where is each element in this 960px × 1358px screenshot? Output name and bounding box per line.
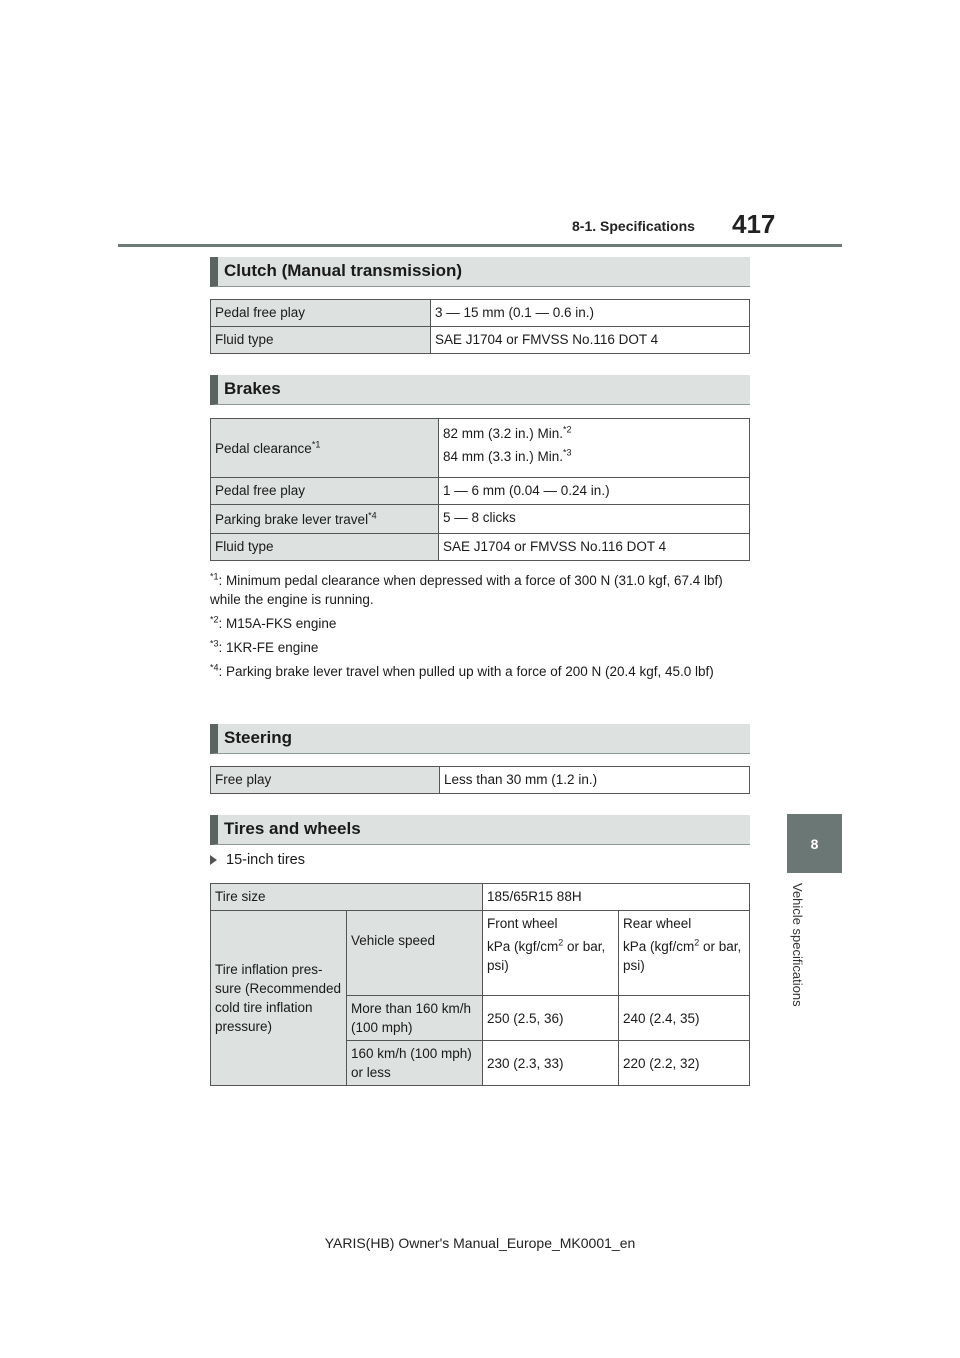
table-cell-label: Pedal free play bbox=[211, 300, 431, 327]
table-cell-label: Tire inflation pres-sure (Recommended cold tire inflation pressure) bbox=[211, 911, 347, 1086]
rear-wheel-label: Rear wheel bbox=[623, 916, 692, 931]
table-cell-value: 185/65R15 88H bbox=[483, 884, 750, 911]
table-cell-value: 3 — 15 mm (0.1 — 0.6 in.) bbox=[431, 300, 750, 327]
parking-brake-label: Parking brake lever travel bbox=[215, 511, 369, 527]
bullet-text: 15-inch tires bbox=[226, 852, 305, 868]
table-row bbox=[211, 884, 750, 911]
footnote-text: Parking brake lever travel when pulled up with a force of 200 N (20.4 kgf, 45.0 lbf) bbox=[226, 664, 714, 679]
brakes-table bbox=[210, 418, 750, 561]
table-cell-header bbox=[483, 911, 619, 996]
chapter-title: Vehicle specifications bbox=[790, 883, 805, 1007]
footnote-text: 1KR-FE engine bbox=[226, 640, 319, 655]
tire-table bbox=[210, 883, 750, 1086]
section-label: 8-1. Specifications bbox=[572, 218, 695, 234]
pedal-clearance-value-1: 82 mm (3.2 in.) Min. bbox=[443, 426, 564, 441]
clutch-table bbox=[210, 299, 750, 354]
rear-wheel-unit: kPa ($kgf/cm^2$ or bar, psi) bbox=[623, 937, 742, 973]
front-wheel-unit: kPa ($kgf/cm^2$ or bar, psi) bbox=[487, 937, 606, 973]
footnote: $^{*4}$: Parking brake lever travel when pulled up with a force of 200 N (20.4 kgf, 45.0 lbf) bbox=[210, 662, 714, 679]
pedal-clearance-value-2: 84 mm (3.3 in.) Min. bbox=[443, 449, 564, 464]
table-row bbox=[211, 505, 750, 534]
table-cell-label bbox=[211, 419, 439, 478]
table-cell-value: 240 (2.4, 35) bbox=[619, 996, 750, 1041]
table-cell-label: Tire size bbox=[211, 884, 483, 911]
table-row bbox=[211, 534, 750, 561]
table-row bbox=[211, 478, 750, 505]
footnote-text: M15A-FKS engine bbox=[226, 616, 337, 631]
front-wheel-label: Front wheel bbox=[487, 916, 558, 931]
footnote-text: Minimum pedal clearance when depressed with a force of 300 N (31.0 kgf, 67.4 lbf) while the engine is running. bbox=[210, 573, 723, 607]
table-cell-value: SAE J1704 or FMVSS No.116 DOT 4 bbox=[439, 534, 750, 561]
footer-text: YARIS(HB) Owner's Manual_Europe_MK0001_en bbox=[324, 1235, 636, 1251]
table-cell-header bbox=[619, 911, 750, 996]
table-cell-label: Vehicle speed bbox=[347, 911, 483, 996]
footnote: $^{*3}$: 1KR-FE engine bbox=[210, 638, 319, 655]
table-row bbox=[211, 300, 750, 327]
table-row bbox=[211, 419, 750, 478]
footnote: $^{*2}$: M15A-FKS engine bbox=[210, 614, 337, 631]
table-row bbox=[211, 767, 750, 794]
table-cell-label: Fluid type bbox=[211, 327, 431, 354]
steering-heading: Steering bbox=[210, 724, 750, 754]
footnote-mark: *1 bbox=[210, 571, 219, 582]
footnote: $^{*1}$: Minimum pedal clearance when depressed with a force of 300 N (31.0 kgf, 67.4 lbf) while the engine is running. bbox=[210, 571, 723, 607]
chapter-tab[interactable]: 8 bbox=[787, 814, 842, 873]
footnote-mark: *2 bbox=[210, 614, 219, 625]
tire-size-bullet bbox=[210, 852, 305, 868]
footnote-mark: *3 bbox=[210, 638, 219, 649]
footnote-ref: *1 bbox=[311, 439, 321, 449]
table-cell-value: 230 (2.3, 33) bbox=[483, 1041, 619, 1086]
table-cell-value bbox=[439, 419, 750, 478]
table-row bbox=[211, 327, 750, 354]
footnote-ref: *4 bbox=[368, 510, 377, 520]
table-cell-label: Pedal free play bbox=[211, 478, 439, 505]
table-cell-label: Free play bbox=[211, 767, 440, 794]
table-cell-value: 5 — 8 clicks bbox=[439, 505, 750, 534]
header-divider bbox=[118, 244, 842, 247]
footnote-ref: *2 bbox=[563, 424, 572, 435]
clutch-heading: Clutch (Manual transmission) bbox=[210, 257, 750, 287]
triangle-bullet-icon bbox=[210, 855, 217, 865]
pedal-clearance-label: Pedal clearance bbox=[215, 440, 312, 456]
steering-table bbox=[210, 766, 750, 794]
table-row bbox=[211, 911, 750, 996]
table-cell-label bbox=[211, 505, 439, 534]
table-cell-label: 160 km/h (100 mph) or less bbox=[347, 1041, 483, 1086]
footnote-ref: *3 bbox=[563, 447, 572, 458]
page-number: 417 bbox=[732, 209, 776, 239]
table-cell-value: Less than 30 mm (1.2 in.) bbox=[440, 767, 750, 794]
tires-heading: Tires and wheels bbox=[210, 815, 750, 845]
table-cell-value: 250 (2.5, 36) bbox=[483, 996, 619, 1041]
table-cell-value: SAE J1704 or FMVSS No.116 DOT 4 bbox=[431, 327, 750, 354]
footnote-mark: *4 bbox=[210, 662, 219, 673]
table-cell-label: Fluid type bbox=[211, 534, 439, 561]
brakes-heading: Brakes bbox=[210, 375, 750, 405]
table-cell-value: 220 (2.2, 32) bbox=[619, 1041, 750, 1086]
table-cell-label: More than 160 km/h (100 mph) bbox=[347, 996, 483, 1041]
table-cell-value: 1 — 6 mm (0.04 — 0.24 in.) bbox=[439, 478, 750, 505]
